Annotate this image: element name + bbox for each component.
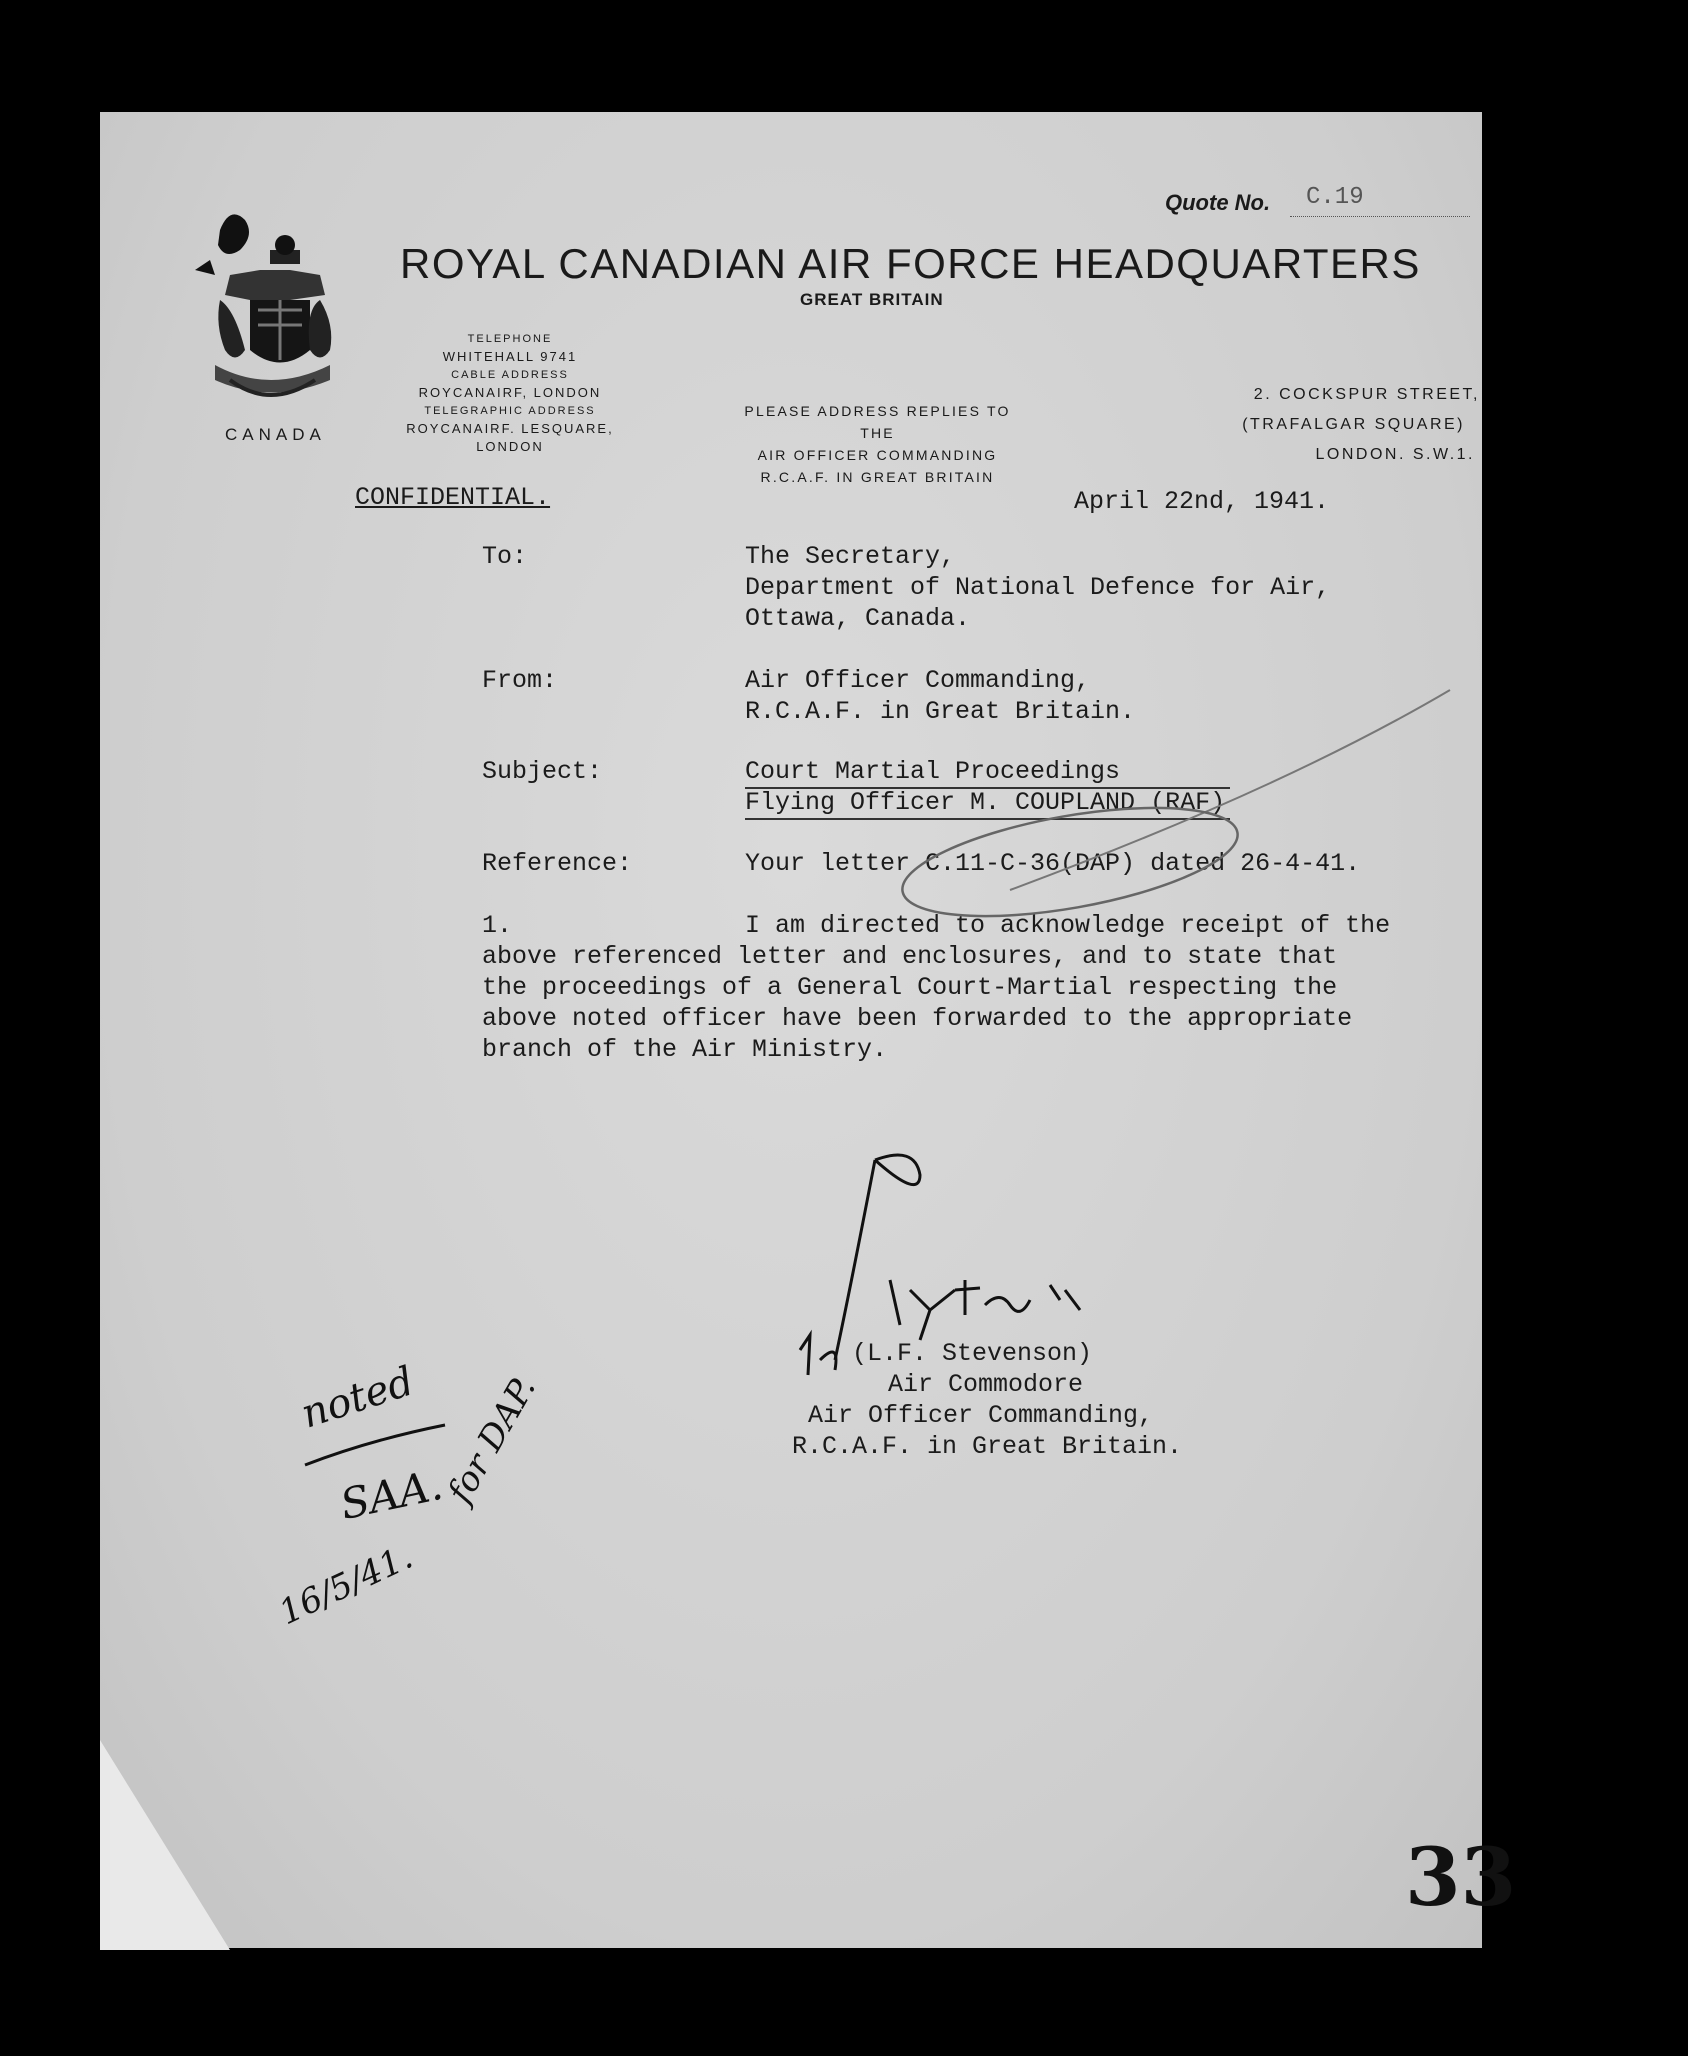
address-line-2: (TRAFALGAR SQUARE)	[1242, 416, 1465, 433]
replies-line-1: PLEASE ADDRESS REPLIES TO THE	[744, 403, 1011, 441]
paragraph-number: 1.	[482, 911, 513, 940]
telephone-label: TELEPHONE	[467, 333, 553, 345]
cable-label: CABLE ADDRESS	[451, 369, 569, 381]
pencil-mark	[860, 680, 1480, 940]
street-address	[1100, 380, 1480, 470]
address-line-3: LONDON. S.W.1.	[1315, 446, 1475, 463]
handwritten-note-3: for DAP.	[440, 1369, 545, 1510]
replies-line-3: R.C.A.F. IN GREAT BRITAIN	[760, 469, 995, 485]
body-line-1: I am directed to acknowledge receipt of the	[745, 911, 1391, 940]
handwritten-note-2: SAA.	[336, 1459, 447, 1530]
page-number: 33	[1405, 1830, 1517, 1924]
body-line-3: the proceedings of a General Court-Martial respecting the	[482, 973, 1338, 1002]
to-line-1: The Secretary,	[745, 542, 956, 571]
body-line-5: branch of the Air Ministry.	[482, 1035, 888, 1064]
cable-address: ROYCANAIRF, LONDON	[418, 385, 602, 400]
body-line-4: above noted officer have been forwarded to the appropriate	[482, 1004, 1353, 1033]
to-label: To:	[482, 542, 528, 571]
classification: CONFIDENTIAL.	[355, 483, 551, 512]
letterhead-title: ROYAL CANADIAN AIR FORCE HEADQUARTERS	[400, 240, 1421, 287]
to-line-3: Ottawa, Canada.	[745, 604, 971, 633]
letter-date: April 22nd, 1941.	[1074, 487, 1330, 516]
quote-number: C.19	[1306, 184, 1364, 211]
subject-label: Subject:	[482, 757, 603, 786]
to-line-2: Department of National Defence for Air,	[745, 573, 1331, 602]
from-line-1: Air Officer Commanding,	[745, 666, 1091, 695]
from-line-2: R.C.A.F. in Great Britain.	[745, 697, 1136, 726]
quote-label: Quote No.	[1165, 190, 1271, 215]
handwritten-note-1: noted	[295, 1358, 420, 1438]
signer-title-2: R.C.A.F. in Great Britain.	[792, 1432, 1183, 1461]
handwritten-date: 16/5/41.	[273, 1536, 419, 1634]
subject-line-2: Flying Officer M. COUPLAND (RAF)	[745, 788, 1226, 817]
body-line-2: above referenced letter and enclosures, and to state that	[482, 942, 1338, 971]
reference-value: Your letter C.11-C-36(DAP) dated 26-4-41.	[745, 849, 1361, 878]
address-line-1: 2. COCKSPUR STREET,	[1253, 386, 1480, 403]
quote-line	[1290, 216, 1470, 217]
from-label: From:	[482, 666, 558, 695]
telegraphic-label: TELEGRAPHIC ADDRESS	[424, 405, 596, 417]
reference-label: Reference:	[482, 849, 633, 878]
replies-line-2: AIR OFFICER COMMANDING	[757, 447, 998, 463]
signer-name: (L.F. Stevenson)	[852, 1339, 1093, 1368]
coat-of-arms-icon	[190, 200, 350, 415]
contact-block	[400, 330, 620, 456]
subject-line-1: Court Martial Proceedings	[745, 757, 1121, 786]
signer-title-1: Air Officer Commanding,	[808, 1401, 1154, 1430]
telephone-number: WHITEHALL 9741	[442, 349, 578, 364]
telegraphic-address-2: LONDON	[476, 439, 544, 454]
replies-block	[725, 400, 1030, 488]
telegraphic-address-1: ROYCANAIRF. LESQUARE,	[406, 421, 614, 436]
letterhead-subtitle: GREAT BRITAIN	[800, 290, 944, 309]
signer-rank: Air Commodore	[888, 1370, 1084, 1399]
country-label: CANADA	[225, 425, 326, 444]
